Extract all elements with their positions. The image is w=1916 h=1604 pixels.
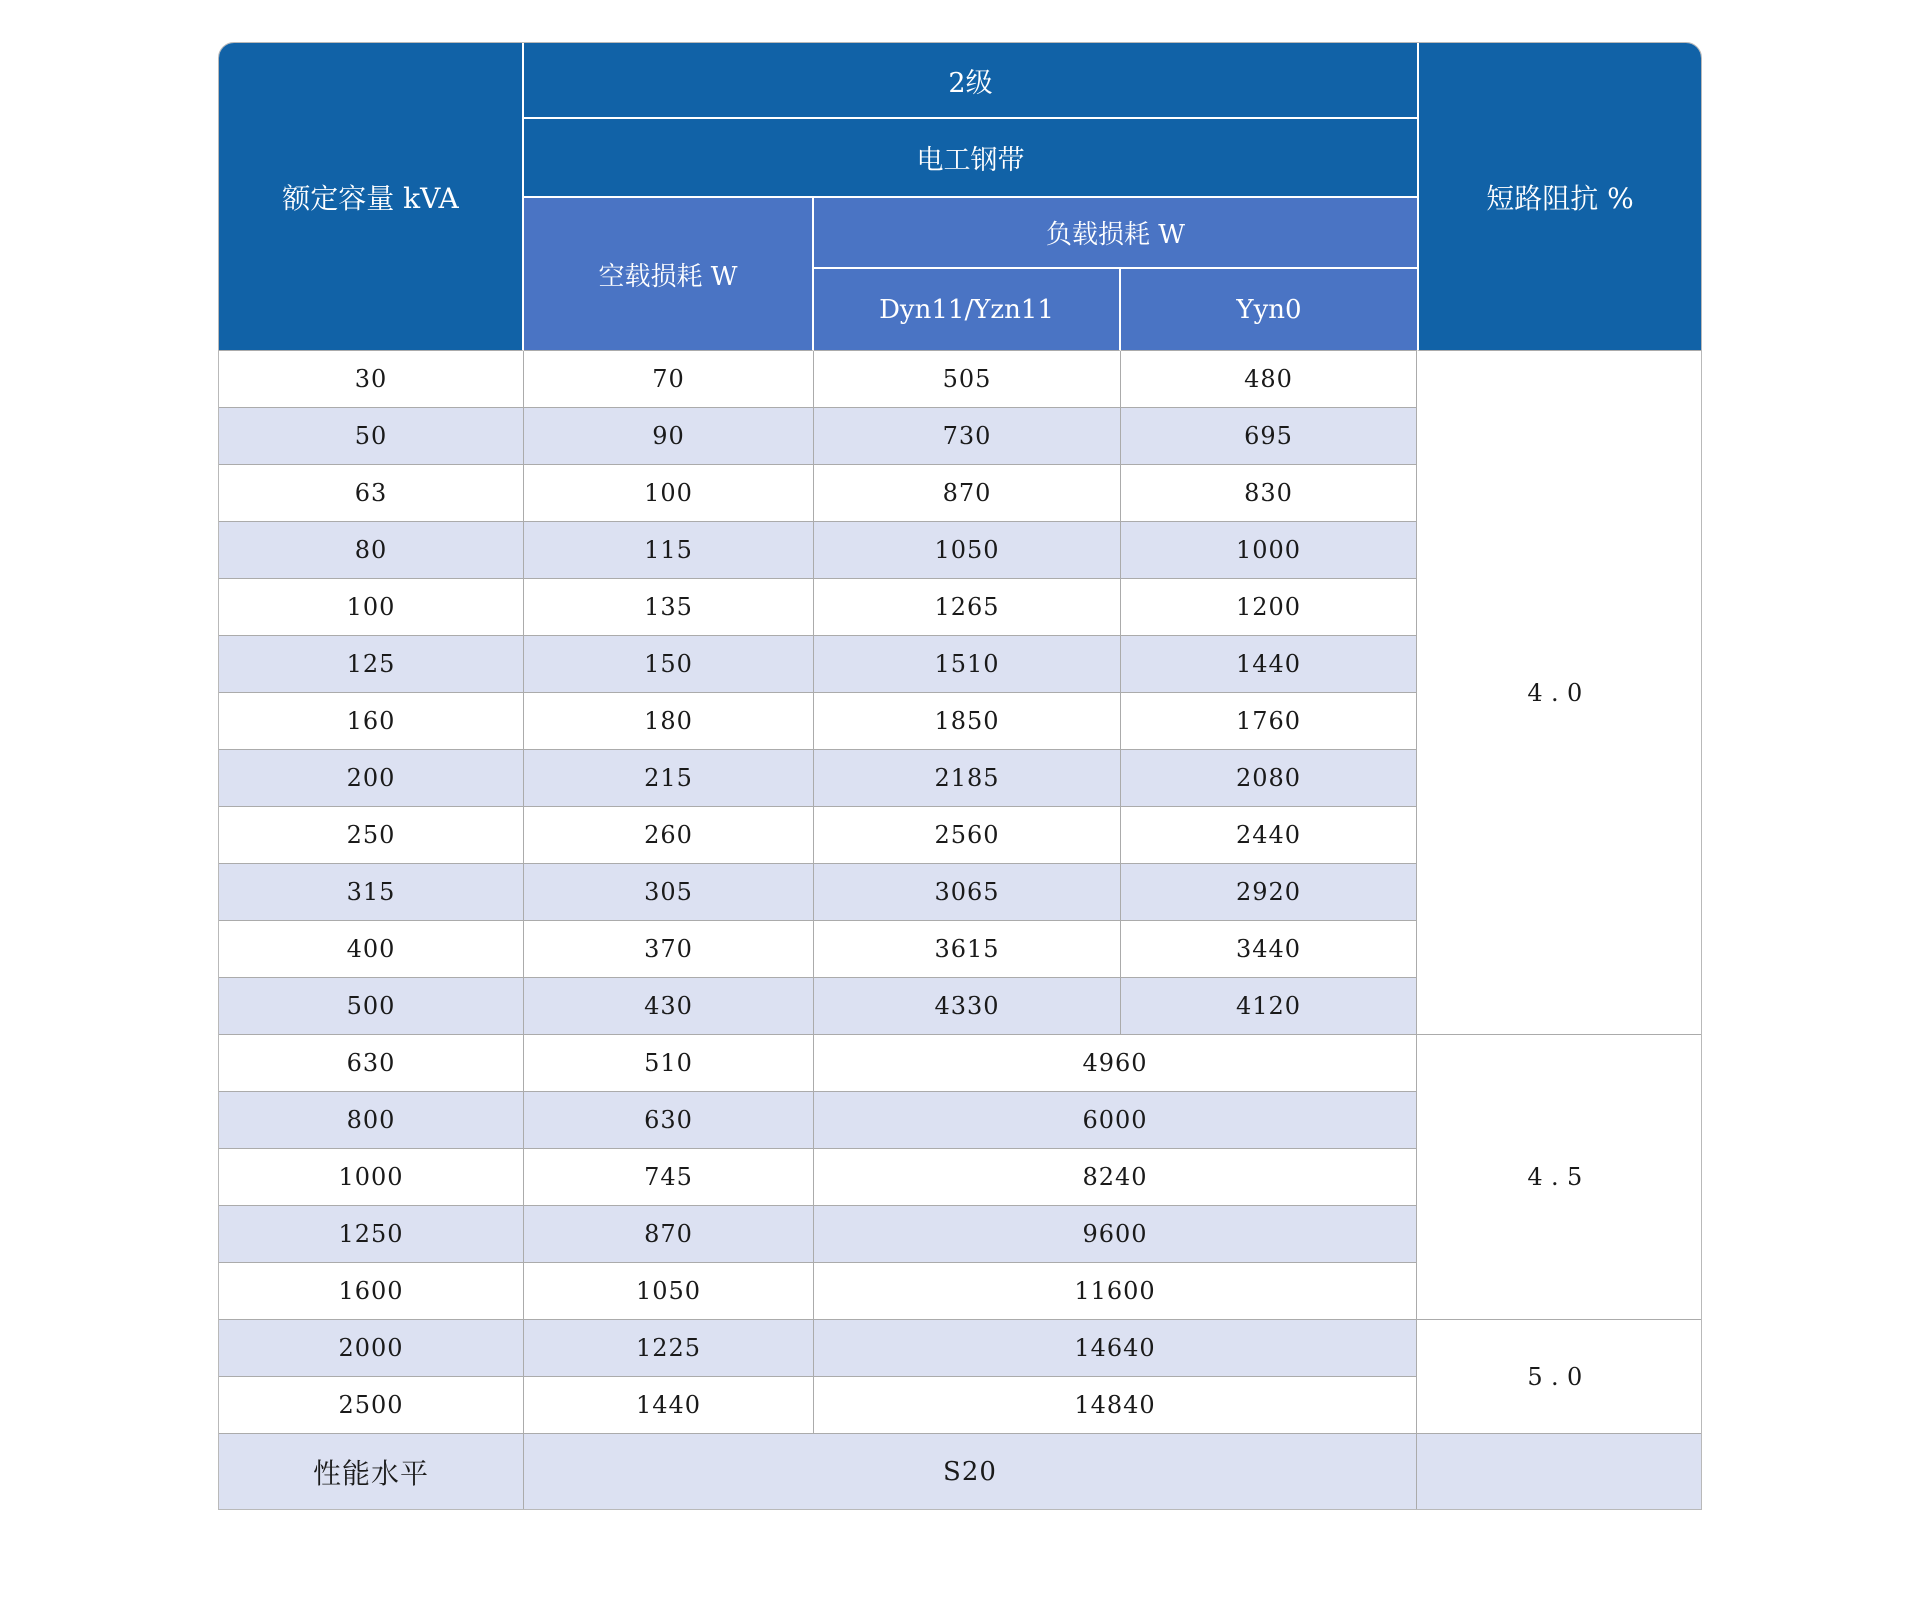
cell-load-loss-yyn0: 695: [1121, 408, 1417, 465]
cell-capacity: 2500: [219, 1377, 524, 1434]
cell-capacity: 30: [219, 351, 524, 408]
cell-no-load-loss: 305: [524, 864, 814, 921]
cell-load-loss-dyn11-yzn11: 2560: [814, 807, 1121, 864]
cell-capacity: 50: [219, 408, 524, 465]
header-no-load-loss: 空载损耗 W: [524, 198, 814, 351]
cell-load-loss-merged: 9600: [814, 1206, 1417, 1263]
footer-empty-cell: [1417, 1434, 1701, 1509]
cell-load-loss-yyn0: 1440: [1121, 636, 1417, 693]
cell-no-load-loss: 370: [524, 921, 814, 978]
cell-load-loss-merged: 4960: [814, 1035, 1417, 1092]
cell-load-loss-yyn0: 1760: [1121, 693, 1417, 750]
cell-no-load-loss: 1225: [524, 1320, 814, 1377]
cell-load-loss-dyn11-yzn11: 1510: [814, 636, 1121, 693]
cell-capacity: 2000: [219, 1320, 524, 1377]
cell-load-loss-yyn0: 2080: [1121, 750, 1417, 807]
cell-load-loss-dyn11-yzn11: 3065: [814, 864, 1121, 921]
header-rated-capacity: 额定容量 kVA: [219, 43, 524, 351]
cell-capacity: 80: [219, 522, 524, 579]
cell-load-loss-dyn11-yzn11: 4330: [814, 978, 1121, 1035]
cell-load-loss-merged: 14640: [814, 1320, 1417, 1377]
cell-load-loss-merged: 6000: [814, 1092, 1417, 1149]
cell-no-load-loss: 70: [524, 351, 814, 408]
cell-load-loss-dyn11-yzn11: 3615: [814, 921, 1121, 978]
transformer-loss-table: [218, 42, 1702, 1510]
cell-no-load-loss: 115: [524, 522, 814, 579]
cell-no-load-loss: 630: [524, 1092, 814, 1149]
cell-no-load-loss: 100: [524, 465, 814, 522]
cell-no-load-loss: 870: [524, 1206, 814, 1263]
cell-load-loss-yyn0: 1200: [1121, 579, 1417, 636]
cell-load-loss-yyn0: 2440: [1121, 807, 1417, 864]
cell-load-loss-yyn0: 830: [1121, 465, 1417, 522]
cell-load-loss-dyn11-yzn11: 2185: [814, 750, 1121, 807]
cell-load-loss-dyn11-yzn11: 505: [814, 351, 1121, 408]
cell-load-loss-yyn0: 3440: [1121, 921, 1417, 978]
cell-load-loss-merged: 14840: [814, 1377, 1417, 1434]
header-core-material: 电工钢带: [524, 119, 1417, 198]
cell-no-load-loss: 1440: [524, 1377, 814, 1434]
cell-capacity: 400: [219, 921, 524, 978]
cell-load-loss-dyn11-yzn11: 1850: [814, 693, 1121, 750]
cell-load-loss-merged: 8240: [814, 1149, 1417, 1206]
cell-load-loss-dyn11-yzn11: 870: [814, 465, 1121, 522]
cell-load-loss-merged: 11600: [814, 1263, 1417, 1320]
cell-capacity: 100: [219, 579, 524, 636]
cell-capacity: 160: [219, 693, 524, 750]
cell-load-loss-dyn11-yzn11: 1050: [814, 522, 1121, 579]
cell-load-loss-dyn11-yzn11: 730: [814, 408, 1121, 465]
cell-no-load-loss: 1050: [524, 1263, 814, 1320]
cell-load-loss-dyn11-yzn11: 1265: [814, 579, 1121, 636]
cell-no-load-loss: 510: [524, 1035, 814, 1092]
cell-no-load-loss: 260: [524, 807, 814, 864]
cell-load-loss-yyn0: 1000: [1121, 522, 1417, 579]
cell-load-loss-yyn0: 2920: [1121, 864, 1417, 921]
cell-capacity: 63: [219, 465, 524, 522]
cell-no-load-loss: 90: [524, 408, 814, 465]
cell-no-load-loss: 745: [524, 1149, 814, 1206]
cell-capacity: 1000: [219, 1149, 524, 1206]
header-vector-group-dyn11-yzn11: Dyn11/Yzn11: [814, 269, 1121, 351]
cell-capacity: 125: [219, 636, 524, 693]
cell-no-load-loss: 135: [524, 579, 814, 636]
cell-impedance: 5.0: [1417, 1320, 1701, 1434]
cell-impedance: 4.0: [1417, 351, 1701, 1035]
cell-capacity: 200: [219, 750, 524, 807]
header-vector-group-yyn0: Yyn0: [1121, 269, 1417, 351]
header-accuracy-class: 2级: [524, 43, 1417, 119]
cell-no-load-loss: 150: [524, 636, 814, 693]
cell-load-loss-yyn0: 4120: [1121, 978, 1417, 1035]
cell-no-load-loss: 180: [524, 693, 814, 750]
cell-capacity: 500: [219, 978, 524, 1035]
header-short-circuit-impedance: 短路阻抗 %: [1417, 43, 1701, 351]
cell-no-load-loss: 430: [524, 978, 814, 1035]
cell-capacity: 1250: [219, 1206, 524, 1263]
cell-load-loss-yyn0: 480: [1121, 351, 1417, 408]
header-load-loss: 负载损耗 W: [814, 198, 1417, 269]
cell-capacity: 315: [219, 864, 524, 921]
cell-capacity: 1600: [219, 1263, 524, 1320]
cell-no-load-loss: 215: [524, 750, 814, 807]
cell-impedance: 4.5: [1417, 1035, 1701, 1320]
footer-performance-level-value: S20: [524, 1434, 1417, 1509]
footer-performance-level-label: 性能水平: [219, 1434, 524, 1509]
cell-capacity: 630: [219, 1035, 524, 1092]
cell-capacity: 800: [219, 1092, 524, 1149]
cell-capacity: 250: [219, 807, 524, 864]
